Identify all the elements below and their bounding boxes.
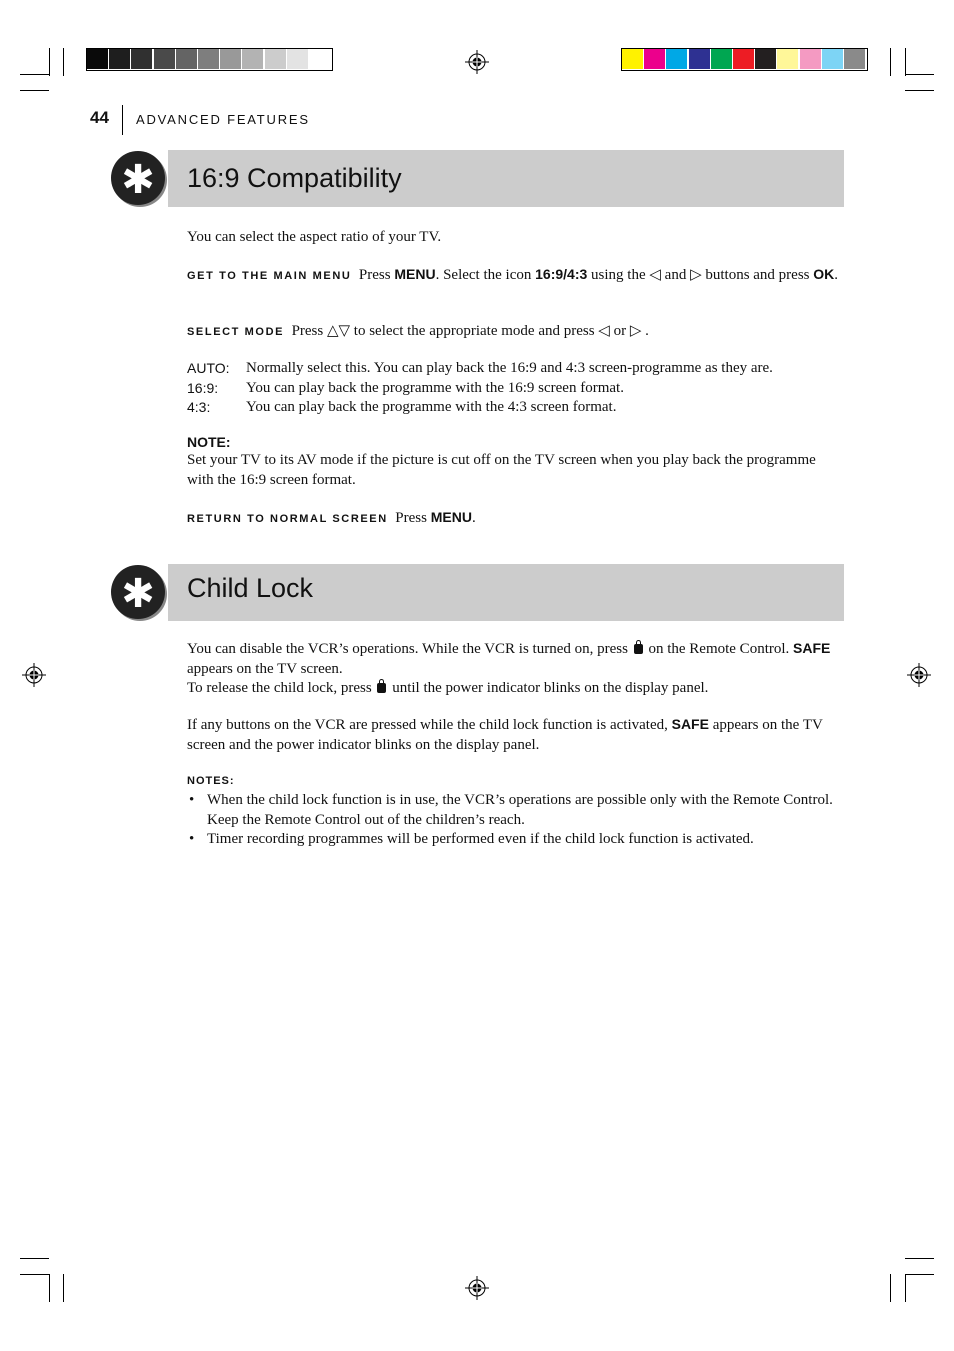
mode-key: 16:9: — [187, 379, 219, 396]
asterisk-icon: ✱ — [111, 565, 165, 619]
safe-indicator: SAFE — [671, 716, 709, 732]
mode-description: You can play back the programme with the 16:9 screen format. — [246, 379, 624, 396]
color-swatch — [800, 49, 821, 69]
intro-text: You can select the aspect ratio of your TV. — [187, 229, 442, 245]
color-swatch — [844, 49, 865, 69]
note-text: Set your TV to its AV mode if the picture is cut off on the TV screen when you play back the programme with the 16:9 screen format. — [187, 452, 816, 488]
gray-swatch — [154, 49, 175, 69]
color-swatch — [822, 49, 843, 69]
registration-mark-icon — [22, 663, 46, 687]
icon-label: 16:9/4:3 — [535, 266, 588, 282]
gray-swatch — [131, 49, 152, 69]
notes-list — [187, 791, 837, 850]
list-item: • When the child lock function is in use, the VCR’s operations are possible only with the Remote Control. Keep the Remote Control out of the children’s reach. — [187, 791, 837, 830]
color-bar — [621, 48, 868, 71]
mode-list — [187, 359, 847, 418]
step-get-main-menu: GET TO THE MAIN MENU Press MENU. Select the icon 16:9/4:3 using the ◁ and ▷ buttons and press OK. — [187, 266, 839, 283]
color-swatch — [711, 49, 732, 69]
section-header: ADVANCED FEATURES — [136, 112, 310, 127]
color-swatch — [666, 49, 687, 69]
page-number: 44 — [90, 108, 109, 127]
gray-swatch — [109, 49, 130, 69]
color-swatch — [755, 49, 776, 69]
grayscale-bar — [86, 48, 333, 71]
ok-button-label: OK — [813, 266, 835, 282]
color-swatch — [733, 49, 754, 69]
gray-swatch — [265, 49, 286, 69]
mode-key: AUTO: — [187, 360, 230, 376]
mode-description: Normally select this. You can play back the 16:9 and 4:3 screen-programme as they are. — [246, 360, 773, 376]
color-swatch — [644, 49, 665, 69]
gray-swatch — [220, 49, 241, 69]
color-swatch — [622, 49, 643, 69]
note-label: NOTE: — [187, 434, 231, 450]
gray-swatch — [87, 49, 108, 69]
gray-swatch — [242, 49, 263, 69]
gray-swatch — [176, 49, 197, 69]
gray-swatch — [287, 49, 308, 69]
mode-row — [187, 398, 847, 418]
asterisk-icon: ✱ — [111, 151, 165, 205]
menu-button-label: MENU — [394, 266, 436, 282]
step-select-mode: SELECT MODE Press △▽ to select the appropriate mode and press ◁ or ▷ . — [187, 323, 649, 339]
header-divider — [122, 105, 123, 135]
registration-mark-icon — [465, 1276, 489, 1300]
step-label: RETURN TO NORMAL SCREEN — [187, 513, 388, 525]
child-lock-intro: You can disable the VCR’s operations. While the VCR is turned on, press on the Remote Control. SAFE appears on the TV screen. To release the child lock, press until the power indicator blinks on the display panel. — [187, 640, 831, 696]
mode-description: You can play back the programme with the 4:3 screen format. — [246, 399, 617, 415]
section-title: Child Lock — [187, 573, 314, 603]
lock-icon — [377, 683, 386, 693]
registration-mark-icon — [465, 50, 489, 74]
step-label: GET TO THE MAIN MENU — [187, 270, 352, 282]
mode-key: 4:3: — [187, 399, 211, 415]
lock-icon — [634, 644, 643, 654]
step-label: SELECT MODE — [187, 326, 285, 338]
gray-swatch — [309, 49, 330, 69]
safe-indicator: SAFE — [793, 640, 831, 656]
section-title: 16:9 Compatibility — [187, 163, 402, 193]
gray-swatch — [198, 49, 219, 69]
registration-mark-icon — [907, 663, 931, 687]
mode-row — [187, 359, 847, 379]
color-swatch — [689, 49, 710, 69]
color-swatch — [777, 49, 798, 69]
child-lock-paragraph: If any buttons on the VCR are pressed while the child lock function is activated, SAFE appears on the TV screen and the power indicator blinks on the display panel. — [187, 716, 823, 753]
mode-row — [187, 379, 847, 399]
notes-label: NOTES: — [187, 775, 235, 787]
menu-button-label: MENU — [430, 509, 472, 525]
list-item: • Timer recording programmes will be performed even if the child lock function is activated. — [187, 830, 837, 850]
step-return-normal-screen: RETURN TO NORMAL SCREEN Press MENU. — [187, 509, 476, 526]
